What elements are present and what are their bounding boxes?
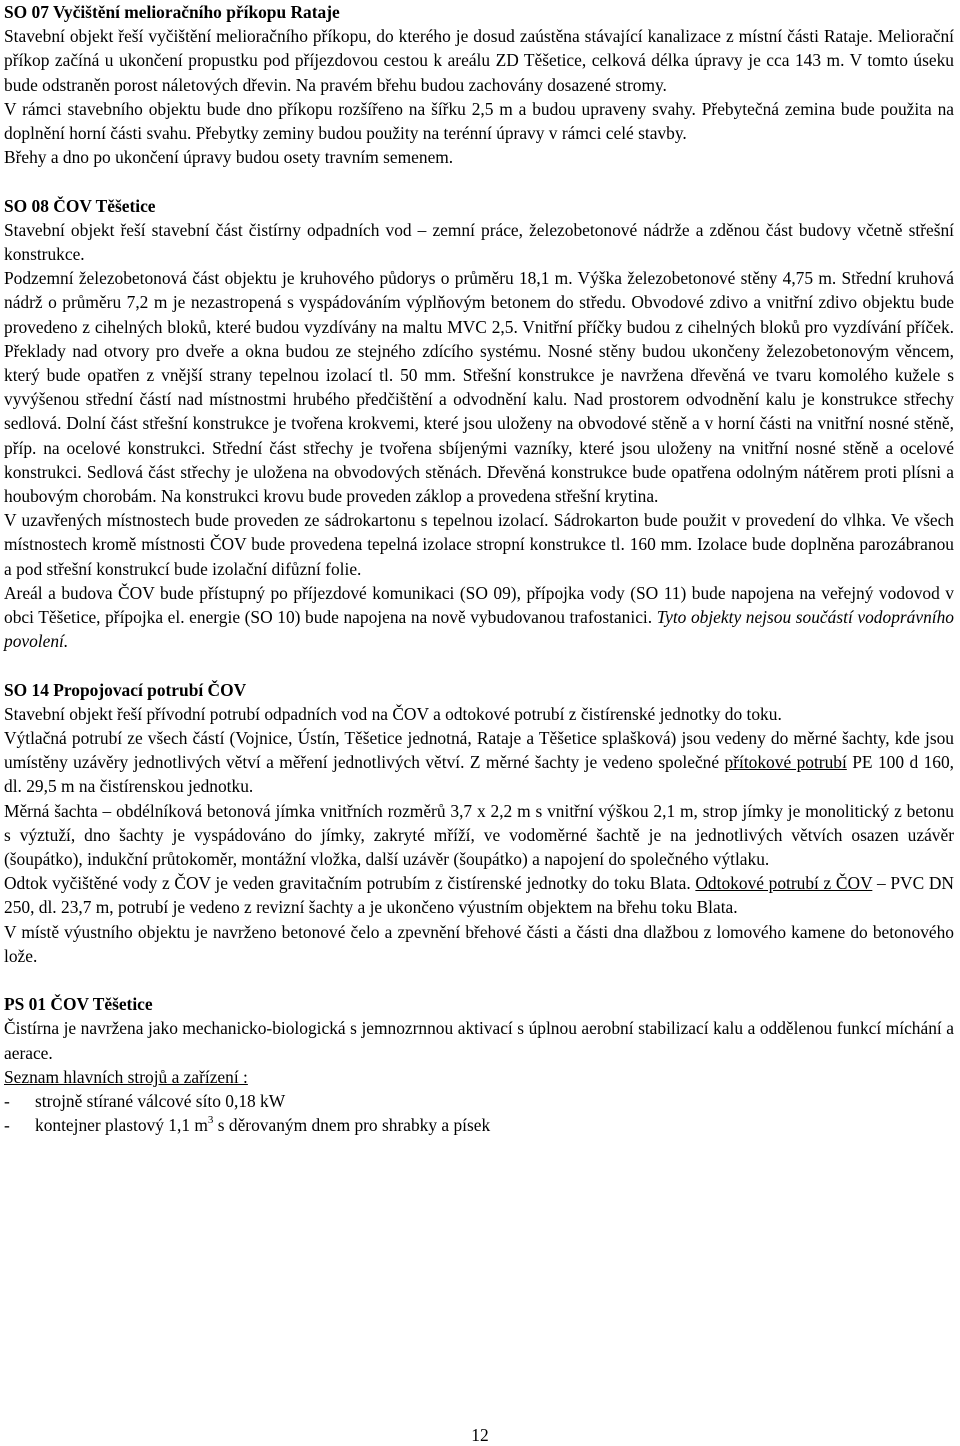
paragraph: Čistírna je navržena jako mechanicko-biologická s jemnozrnnou aktivací s úplnou aerobní stabilizací kalu a oddělenou funkcí míchání a aerace. — [4, 1018, 954, 1063]
list-item — [4, 1113, 954, 1137]
section-title: PS 01 ČOV Těšetice — [4, 994, 153, 1015]
paragraph: V uzavřených místnostech bude proveden ze sádrokartonu s tepelnou izolací. Sádrokarton bude použit v provedení do vlhka. Ve všech místnostech kromě místnosti ČOV bude provedena tepelná izolace stropní konstrukce tl. 160 mm. Izolace bude doplněna parozábranou a pod střešní konstrukcí bude izolační difůzní folie. — [4, 510, 954, 579]
italic-note: Tyto objekty nejsou součástí vodoprávního povolení. — [4, 607, 954, 652]
list-item-text-b: s děrovaným dnem pro shrabky a písek — [213, 1115, 491, 1136]
underlined-term: přítokové potrubí — [724, 752, 847, 773]
paragraph: Podzemní železobetonová část objektu je kruhového půdorys o průměru 18,1 m. Výška železobetonové stěny 4,75 m. Střední kruhová nádrž o průměru 7,2 m je nezastropená s vyspádováním výplňovým betonem do středu. Obvodové zdivo a vnitřní zdivo objektu bude provedeno z cihelných bloků, které budou vyzdívány na maltu MVC 2,5. Vnitřní příčky budou z cihelných bloků pro vyzdívání příček. Překlady nad otvory pro dveře a okna budou ze stejného zdícího systému. Nosné stěny budou ukončeny železobetonovým věncem, který bude opatřen z vnější strany tepelnou izolací tl. 50 mm. Střešní konstrukce je navržena dřevěná ve tvaru komolého kužele s vyvýšenou střední částí nad místnostmi hrubého předčištění a odvodnění kalu. Nad prostorem odvodnění kalu je konstrukce střechy sedlová. Dolní část střešní konstrukce je tvořena krokvemi, které jsou uloženy na obvodové stěně a v horní části na vnitřní nosné stěně, příp. na ocelové konstrukci. Střední část střechy je tvořena sbíjenými vazníky, které jsou uloženy na vnitřní nosné stěně a ocelové konstrukci. Sedlová část střechy je uložena na obvodových stěnách. Dřevěná konstrukce bude opatřena odolným nátěrem proti plísni a houbovým chorobám. Na konstrukci krovu bude proveden záklop a provedena střešní krytina. — [4, 268, 954, 507]
paragraph: V rámci stavebního objektu bude dno příkopu rozšířeno na šířku 2,5 m a budou upraveny svahy. Přebytečná zemina bude použita na doplnění horní části svahu. Přebytky zeminy budou použity na terénní úpravy v rámci celé stavby. — [4, 98, 954, 144]
paragraph-text: Výtlačná potrubí ze všech částí (Vojnice, Ústín, Těšetice jednotná, Rataje a Těšetice splašková) jsou vedeny do měrné šachty, kde jsou umístěny uzávěry jednotlivých větví a měření jednotlivých větví. Z měrné šachty je vedeno společné — [4, 728, 954, 773]
list-bullet: - — [4, 1091, 10, 1112]
section-title: SO 08 ČOV Těšetice — [4, 195, 156, 216]
underlined-term: Odtokové potrubí z ČOV — [695, 873, 873, 894]
paragraph: Stavební objekt řeší přívodní potrubí odpadních vod na ČOV a odtokové potrubí z čistírenské jednotky do toku. — [4, 703, 782, 724]
superscript: 3 — [207, 1113, 214, 1126]
spacer — [4, 968, 954, 992]
section-title: SO 07 Vyčištění melioračního příkopu Rataje — [4, 2, 340, 22]
section-ps01 — [4, 992, 954, 1137]
paragraph-text: PE 100 d 160, dl. 29,5 m na čistírenskou jednotku. — [4, 752, 955, 797]
page-number: 12 — [471, 1425, 489, 1445]
paragraph: V místě výustního objektu je navrženo betonové čelo a zpevnění břehové části a části dna dlažbou z lomového kamene do betonového lože. — [4, 921, 954, 966]
paragraph-text: Areál a budova ČOV bude přístupný po příjezdové komunikaci (SO 09), přípojka vody (SO 11) bude napojena na veřejný vodovod v obci Těšetice, přípojka el. energie (SO 10) bude napojena na nově vybudovanou trafostanici. — [4, 582, 954, 628]
spacer — [4, 653, 954, 677]
paragraph-text: Odtok vyčištěné vody z ČOV je veden gravitačním potrubím z čistírenské jednotky do toku Blata. — [4, 873, 696, 894]
paragraph: Stavební objekt řeší vyčištění melioračního příkopu, do kterého je dosud zaústěna stávající kanalizace z místní části Rataje. Meliorační příkop začíná u ukončení propustku pod příjezdovou cestou k areálu ZD Těšetice, celková délka úpravy je cca 143 m. V tomto úseku bude odstraněn porost náletových dřevin. Na pravém břehu budou zachovány dosazené stromy. — [4, 26, 954, 95]
paragraph-text: – PVC DN 250, dl. 23,7 m, potrubí je vedeno z revizní šachty a je ukončeno výustním objektem na břehu toku Blata. — [4, 873, 954, 918]
list-bullet: - — [4, 1115, 10, 1136]
list-item-text-a: kontejner plastový 1,1 m — [35, 1115, 208, 1136]
paragraph — [4, 871, 954, 919]
document-page — [4, 0, 954, 1138]
spacer — [4, 169, 954, 193]
section-so07 — [4, 0, 954, 169]
list-item-text — [35, 1113, 490, 1137]
section-title: SO 14 Propojovací potrubí ČOV — [4, 679, 247, 700]
paragraph: Břehy a dno po ukončení úpravy budou osety travním semenem. — [4, 147, 454, 168]
paragraph — [4, 726, 954, 799]
section-so08 — [4, 194, 954, 654]
paragraph — [4, 581, 954, 654]
list-item — [4, 1089, 954, 1113]
paragraph: Měrná šachta – obdélníková betonová jímka vnitřních rozměrů 3,7 x 2,2 m s vnitřní výškou 2,1 m, strop jímky je monolitický z betonu s výztuží, dno šachty je vyspádováno do jímky, zakryté mříží, ve vodoměrné šachtě je na jednotlivých větvích osazen uzávěr (šoupátko), indukční průtokoměr, montážní vložka, další uzávěr (šoupátko) a napojení do společného výtlaku. — [4, 800, 954, 870]
section-so14 — [4, 678, 954, 968]
paragraph: Stavební objekt řeší stavební část čistírny odpadních vod – zemní práce, železobetonové nádrže a zděnou část budovy včetně střešní konstrukce. — [4, 219, 954, 265]
list-heading: Seznam hlavních strojů a zařízení : — [4, 1066, 248, 1087]
list-item-text: strojně stírané válcové síto 0,18 kW — [35, 1091, 286, 1112]
